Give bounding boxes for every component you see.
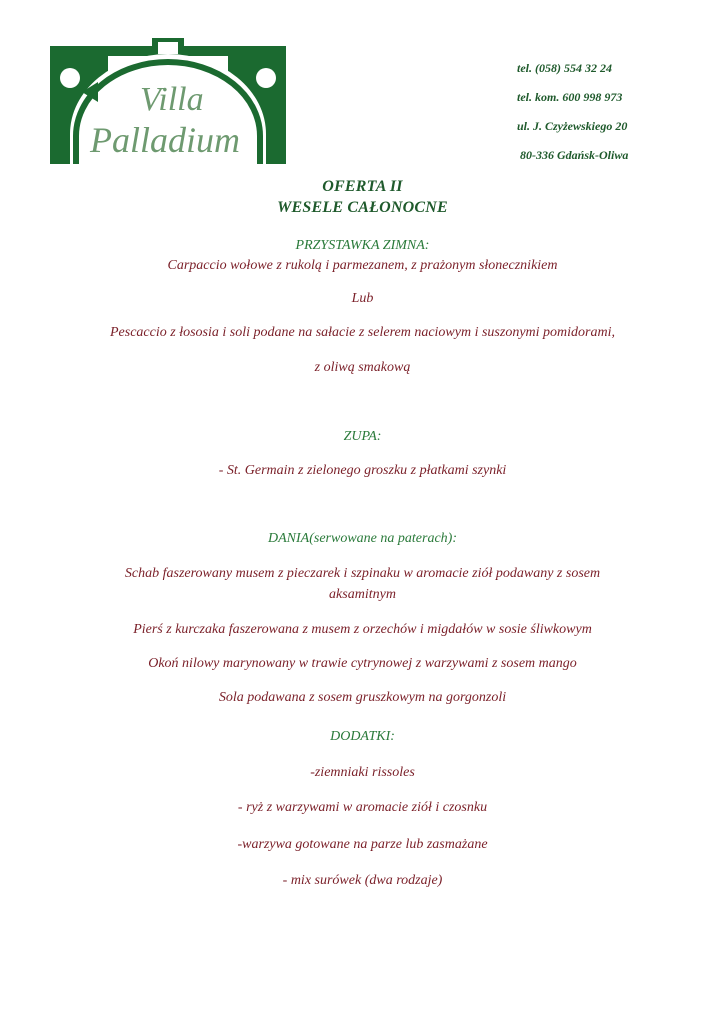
svg-text:Villa: Villa — [140, 81, 204, 118]
side-item-1: -ziemniaki rissoles — [310, 765, 415, 780]
starter-option-2-line-2: z oliwą smakową — [314, 360, 411, 375]
street-address: ul. J. Czyżewskiego 20 — [517, 119, 628, 133]
side-item-3: -warzywa gotowane na parze lub zasmażane — [237, 837, 488, 852]
starter-option-2-line-1: Pescaccio z łososia i soli podane na sałacie z selerem naciowym i suszonymi pomidorami, — [110, 325, 615, 340]
starter-option-1: Carpaccio wołowe z rukolą i parmezanem, z prażonym słonecznikiem — [167, 258, 558, 273]
main-item-1-line-1: Schab faszerowany musem z pieczarek i szpinaku w aromacie ziół podawany z sosem — [124, 566, 601, 581]
soup-item: - St. Germain z zielonego groszku z płatkami szynki — [218, 463, 507, 478]
mobile-number: tel. kom. 600 998 973 — [517, 90, 623, 104]
starter-or: Lub — [351, 291, 374, 306]
main-item-1-line-2: aksamitnym — [329, 587, 396, 602]
soup-heading: ZUPA: — [343, 429, 382, 444]
phone-number: tel. (058) 554 32 24 — [517, 61, 612, 75]
main-item-2: Pierś z kurczaka faszerowana z musem z orzechów i migdałów w sosie śliwkowym — [133, 622, 592, 637]
villa-palladium-logo — [48, 38, 288, 166]
side-item-4: - mix surówek (dwa rodzaje) — [282, 873, 443, 888]
offer-title: OFERTA II — [322, 178, 403, 195]
main-item-4: Sola podawana z sosem gruszkowym na gorgonzoli — [218, 690, 507, 705]
sides-heading: DODATKI: — [330, 729, 395, 744]
main-item-3: Okoń nilowy marynowany w trawie cytrynowej z warzywami z sosem mango — [148, 656, 577, 671]
svg-text:Palladium: Palladium — [90, 120, 240, 160]
starter-heading: PRZYSTAWKA ZIMNA: — [295, 238, 430, 253]
mains-heading: DANIA(serwowane na paterach): — [268, 531, 457, 546]
postal-city: 80-336 Gdańsk-Oliwa — [520, 148, 629, 162]
contact-info — [517, 59, 717, 175]
offer-subtitle: WESELE CAŁONOCNE — [277, 199, 448, 216]
side-item-2: - ryż z warzywami w aromacie ziół i czosnku — [237, 800, 488, 815]
